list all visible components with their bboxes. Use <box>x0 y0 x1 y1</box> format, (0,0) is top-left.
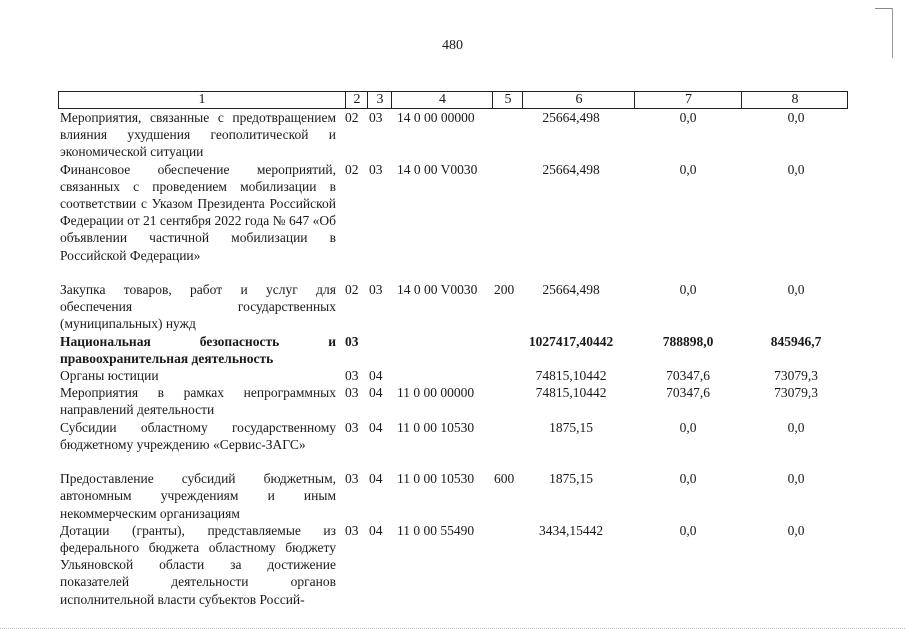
row-amount-col7: 0,0 <box>679 161 697 177</box>
row-name: Предоставление субсидий бюджетным, автономным учреждениям и иным некоммерческим организациям <box>60 471 336 521</box>
header-col-2: 2 <box>345 92 368 108</box>
row-amount-col7: 0,0 <box>679 110 697 125</box>
row-name: Мероприятия в рамках непрограммных направлений деятельности <box>60 385 336 418</box>
row-subsection-code: 04 <box>369 471 383 487</box>
row-amount-col7: 788898,0 <box>662 333 714 349</box>
row-amount-col7: 0,0 <box>679 419 697 435</box>
row-target-article: 14 0 00 V0030 <box>397 281 478 297</box>
row-target-article: 14 0 00 00000 <box>397 110 475 125</box>
row-subsection-code: 03 <box>369 161 383 177</box>
row-name: Субсидии областному государственному бюджетному учреждению «Сервис-ЗАГС» <box>60 419 336 452</box>
row-section-code: 02 <box>345 110 359 125</box>
header-col-1: 1 <box>198 92 206 107</box>
row-subsection-code: 04 <box>369 367 383 383</box>
row-amount-col7: 70347,6 <box>666 367 710 383</box>
table-row <box>58 367 848 384</box>
header-col-6: 6 <box>522 92 635 108</box>
row-amount-col6: 1875,15 <box>549 471 593 487</box>
row-amount-col7: 0,0 <box>679 281 697 297</box>
row-amount-col6: 3434,15442 <box>538 522 604 538</box>
row-section-code: 03 <box>345 419 359 435</box>
row-amount-col8: 845946,7 <box>770 333 822 349</box>
row-name: Органы юстиции <box>60 367 159 383</box>
header-col-7: 7 <box>634 92 742 108</box>
row-amount-col8: 0,0 <box>787 281 805 297</box>
row-amount-col8: 73079,3 <box>774 385 818 401</box>
row-amount-col8: 0,0 <box>787 110 805 125</box>
table-row <box>58 333 848 367</box>
row-name: Закупка товаров, работ и услуг для обеспечения государственных (муниципальных) нужд <box>60 281 336 332</box>
table-row <box>58 419 848 471</box>
row-name: Дотации (гранты), представляемые из федерального бюджета областному бюджету Ульяновской области за достижение показателей деятельности органов исполнительной власти субъектов Россий- <box>60 522 336 607</box>
row-target-article: 14 0 00 V0030 <box>397 161 478 177</box>
table-row <box>58 161 848 281</box>
row-section-code: 03 <box>345 367 359 383</box>
corner-crop-mark <box>875 8 893 9</box>
row-amount-col6: 74815,10442 <box>535 367 607 383</box>
row-amount-col6: 1875,15 <box>549 419 593 435</box>
table-row <box>58 470 848 522</box>
row-amount-col8: 73079,3 <box>774 367 818 383</box>
row-target-article: 11 0 00 10530 <box>397 419 475 435</box>
row-amount-col8: 0,0 <box>787 419 805 435</box>
row-amount-col6: 74815,10442 <box>535 385 607 401</box>
row-subsection-code: 04 <box>369 522 383 538</box>
row-amount-col7: 0,0 <box>679 471 697 487</box>
header-col-4: 4 <box>391 92 493 108</box>
header-col-8: 8 <box>741 92 848 108</box>
row-expense-type: 200 <box>494 281 515 297</box>
row-target-article: 11 0 00 00000 <box>397 385 475 401</box>
row-name: Мероприятия, связанные с предотвращением влияния ухудшения геополитической и экономической ситуации <box>60 110 336 160</box>
row-section-code: 03 <box>345 522 359 538</box>
table-row <box>58 384 848 418</box>
table-body <box>58 109 848 608</box>
row-amount-col6: 25664,498 <box>542 161 600 177</box>
budget-table <box>58 91 848 608</box>
scan-edge-noise <box>0 628 905 630</box>
row-amount-col8: 0,0 <box>787 522 805 538</box>
row-amount-col6: 25664,498 <box>542 281 600 297</box>
row-expense-type: 600 <box>494 471 515 487</box>
row-section-code: 03 <box>345 333 359 349</box>
row-section-code: 03 <box>345 385 359 401</box>
row-subsection-code: 04 <box>369 419 383 435</box>
header-col-5: 5 <box>492 92 523 108</box>
row-subsection-code: 03 <box>369 281 383 297</box>
row-amount-col6: 1027417,40442 <box>528 333 614 349</box>
row-section-code: 03 <box>345 471 359 487</box>
row-amount-col6: 25664,498 <box>542 110 600 125</box>
row-name: Финансовое обеспечение мероприятий, связанных с проведением мобилизации в соответствии с Указом Президента Российской Федерации от 21 сентября 2022 года № 647 «Об объявлении частичной мобилизации в Российской Федерации» <box>60 161 336 263</box>
header-col-3: 3 <box>367 92 392 108</box>
page-number: 480 <box>442 38 463 53</box>
row-name: Национальная безопасность и правоохранительная деятельность <box>60 333 336 366</box>
row-section-code: 02 <box>345 161 359 177</box>
row-amount-col8: 0,0 <box>787 161 805 177</box>
table-row <box>58 281 848 333</box>
table-row <box>58 522 848 608</box>
row-target-article: 11 0 00 10530 <box>397 471 475 487</box>
row-amount-col8: 0,0 <box>787 471 805 487</box>
row-section-code: 02 <box>345 281 359 297</box>
row-subsection-code: 03 <box>369 110 383 125</box>
row-amount-col7: 0,0 <box>679 522 697 538</box>
row-amount-col7: 70347,6 <box>666 385 710 401</box>
row-target-article: 11 0 00 55490 <box>397 522 475 538</box>
table-header-row <box>58 91 848 109</box>
row-subsection-code: 04 <box>369 385 383 401</box>
table-row <box>58 109 848 161</box>
